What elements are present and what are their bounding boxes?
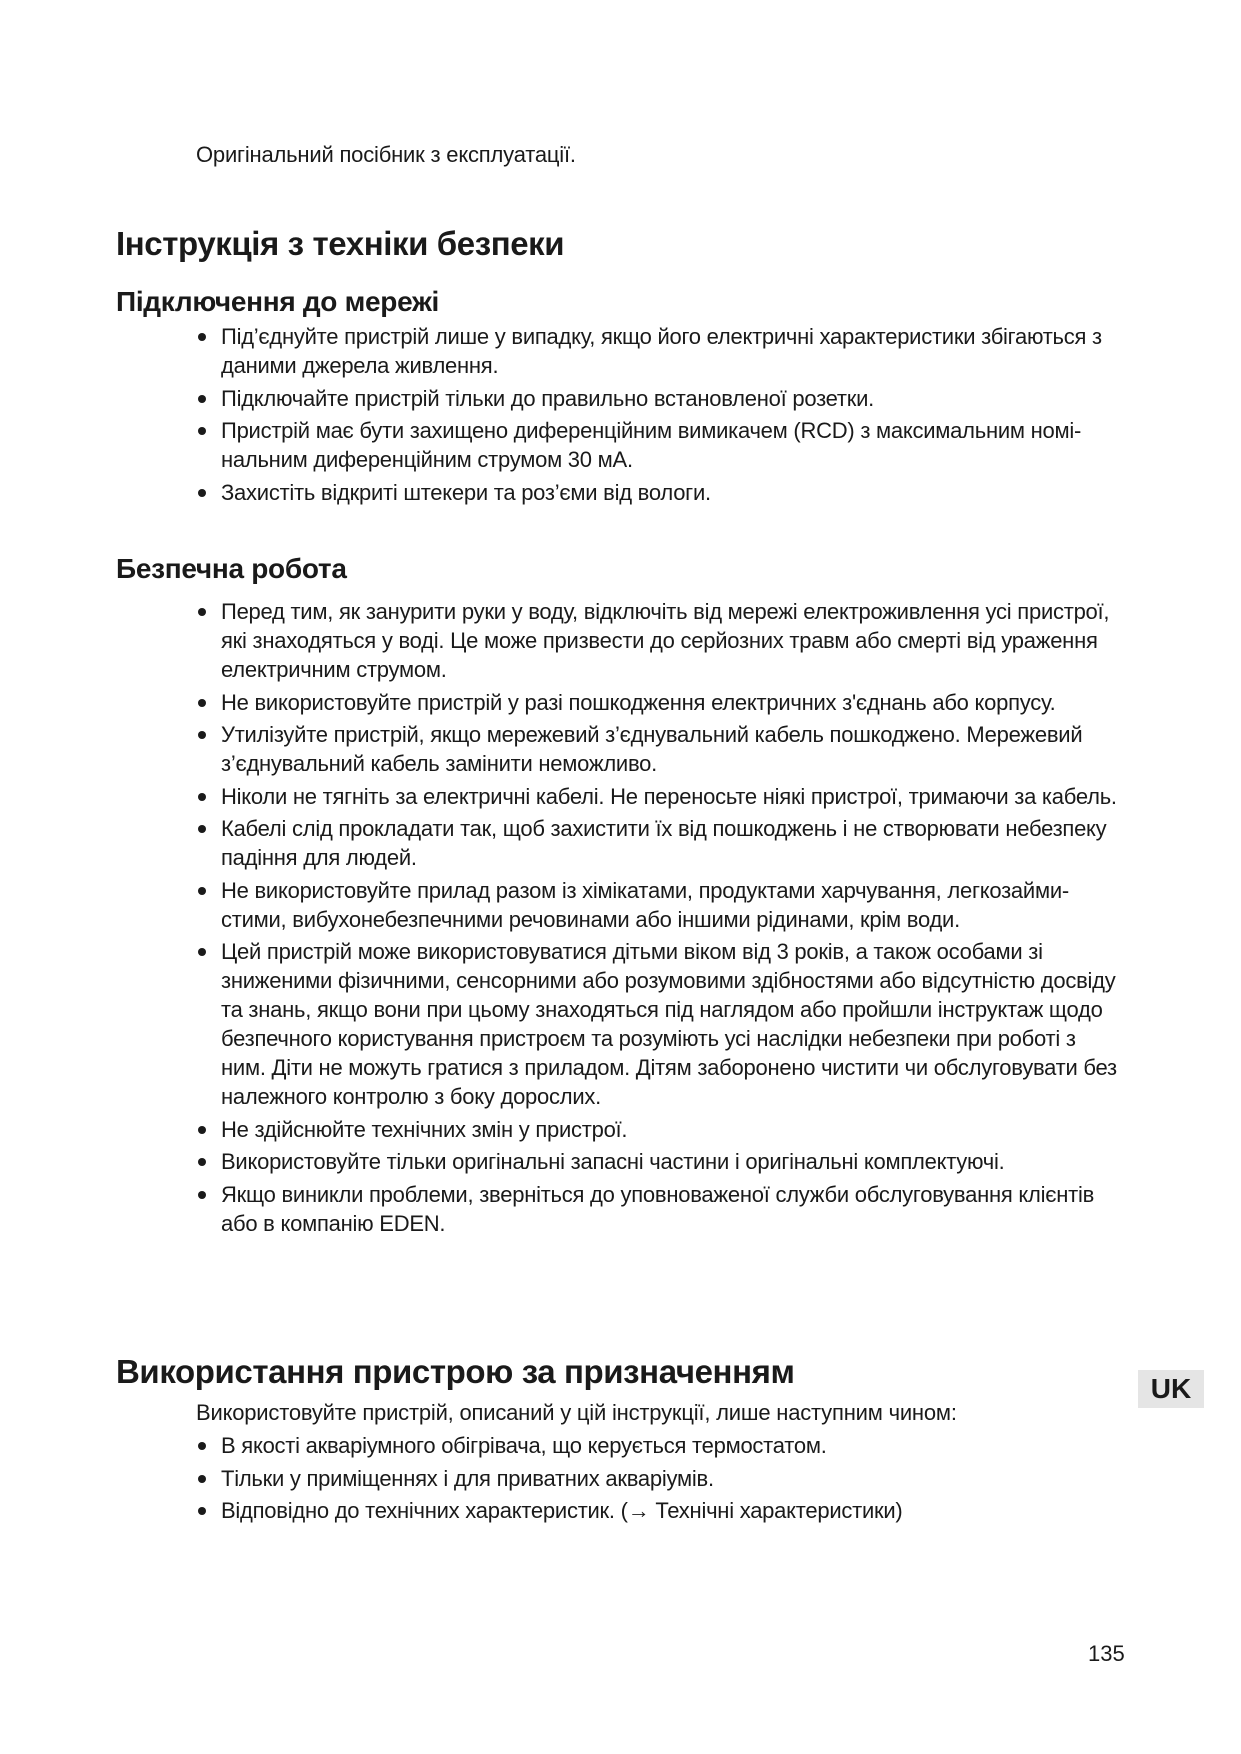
list-item <box>196 1180 1126 1238</box>
list-item-text: Цей пристрій може використовуватися дітьми віком від 3 років, а також особами зі зниженими фізичними, сенсорними або розумовими здібностями або відсутністю досвіду та знань, якщо вони при цьому знаходяться під наглядом або пройшли інструктаж щодо безпечного користування пристроєм та розуміють усі наслідки небезпеки при роботі з ним. Діти не можуть гратися з приладом. Дітям заборонено чистити чи обслуговувати без належного контролю з боку дорослих. <box>221 939 1117 1109</box>
list-item <box>196 1496 1126 1525</box>
intro-text: Оригінальний посібник з експлуатації. <box>196 142 576 167</box>
list-item-text: Захистіть відкриті штекери та роз’єми від вологи. <box>221 479 711 505</box>
bullet-icon <box>198 825 206 833</box>
list-item-text: Ніколи не тягніть за електричні кабелі. Не переносьте ніякі пристрої, тримаючи за кабель. <box>221 783 1117 809</box>
list-item <box>196 688 1126 717</box>
list-item-text: Якщо виникли проблеми, зверніться до уповноваженої служби обслуговування клієнтів або в компанію EDEN. <box>221 1181 1095 1236</box>
safe-operation-list <box>196 597 1126 1241</box>
intended-use-intro: Використовуйте пристрій, описаний у цій інструкції, лише наступним чином: <box>196 1400 957 1425</box>
list-item <box>196 814 1126 872</box>
bullet-icon <box>198 1191 206 1199</box>
list-item <box>196 937 1126 1111</box>
bullet-icon <box>198 1442 206 1450</box>
bullet-icon <box>198 333 206 341</box>
list-item-text: Відповідно до технічних характеристик. (→ Технічні характеристики) <box>221 1498 903 1523</box>
intended-use-heading: Використання пристрою за призначенням <box>116 1353 795 1390</box>
list-item-text: Перед тим, як занурити руки у воду, відключіть від мережі електроживлення усі пристрої, які знаходяться у воді. Це може призвести до серйозних травм або смерті від ураження електричним струмом. <box>221 599 1110 682</box>
list-item-text: Утилізуйте пристрій, якщо мережевий з’єднувальний кабель пошкоджено. Мережевий з’єднувальний кабель замінити неможливо. <box>221 722 1083 776</box>
list-item <box>196 1431 1126 1460</box>
list-item <box>196 597 1126 684</box>
safe-operation-heading: Безпечна робота <box>116 553 347 584</box>
language-tab: UK <box>1138 1370 1204 1408</box>
list-item <box>196 384 1126 413</box>
bullet-icon <box>198 1158 206 1166</box>
list-item-text: Тільки у приміщеннях і для приватних акваріумів. <box>221 1465 714 1491</box>
list-item <box>196 416 1126 474</box>
list-item-text: В якості акваріумного обігрівача, що керується термостатом. <box>221 1433 827 1458</box>
list-item-text: Пристрій має бути захищено диференційним вимикачем (RCD) з максимальним номінальним диференційним струмом 30 мА. <box>221 418 1082 472</box>
power-connection-list <box>196 322 1126 510</box>
list-item-text: Не здійснюйте технічних змін у пристрої. <box>221 1116 628 1142</box>
page-number: 135 <box>1088 1641 1125 1666</box>
bullet-icon <box>198 887 206 895</box>
bullet-icon <box>198 948 206 956</box>
list-item <box>196 1464 1126 1493</box>
bullet-icon <box>198 489 206 497</box>
bullet-icon <box>198 1126 206 1134</box>
list-item-text: Під’єднуйте пристрій лише у випадку, якщо його електричні характеристики збігаються з даними джерела живлення. <box>221 324 1102 378</box>
list-item-text: Кабелі слід прокладати так, щоб захистити їх від пошкоджень і не створювати небезпеку падіння для людей. <box>221 816 1107 870</box>
bullet-icon <box>198 395 206 403</box>
bullet-icon <box>198 793 206 801</box>
bullet-icon <box>198 731 206 739</box>
intended-use-list <box>196 1431 1126 1529</box>
list-item-text: Не використовуйте прилад разом із хімікатами, продуктами харчування, легкозаймистими, вибухонебезпечними речовинами або іншими рідинами, крім води. <box>221 877 1070 932</box>
list-item-text: Підключайте пристрій тільки до правильно встановленої розетки. <box>221 385 875 411</box>
bullet-icon <box>198 608 206 616</box>
list-item <box>196 720 1126 778</box>
list-item <box>196 1115 1126 1144</box>
list-item <box>196 322 1126 380</box>
power-connection-heading: Підключення до мережі <box>116 286 440 317</box>
list-item <box>196 782 1126 811</box>
list-item <box>196 876 1126 934</box>
list-item <box>196 478 1126 507</box>
list-item-text: Не використовуйте пристрій у разі пошкодження електричних з'єднань або корпусу. <box>221 689 1056 715</box>
safety-heading: Інструкція з техніки безпеки <box>116 225 565 262</box>
bullet-icon <box>198 1507 206 1515</box>
list-item <box>196 1147 1126 1176</box>
bullet-icon <box>198 699 206 707</box>
list-item-text: Використовуйте тільки оригінальні запасні частини і оригінальні комплектуючі. <box>221 1149 1005 1174</box>
bullet-icon <box>198 1475 206 1483</box>
bullet-icon <box>198 427 206 435</box>
